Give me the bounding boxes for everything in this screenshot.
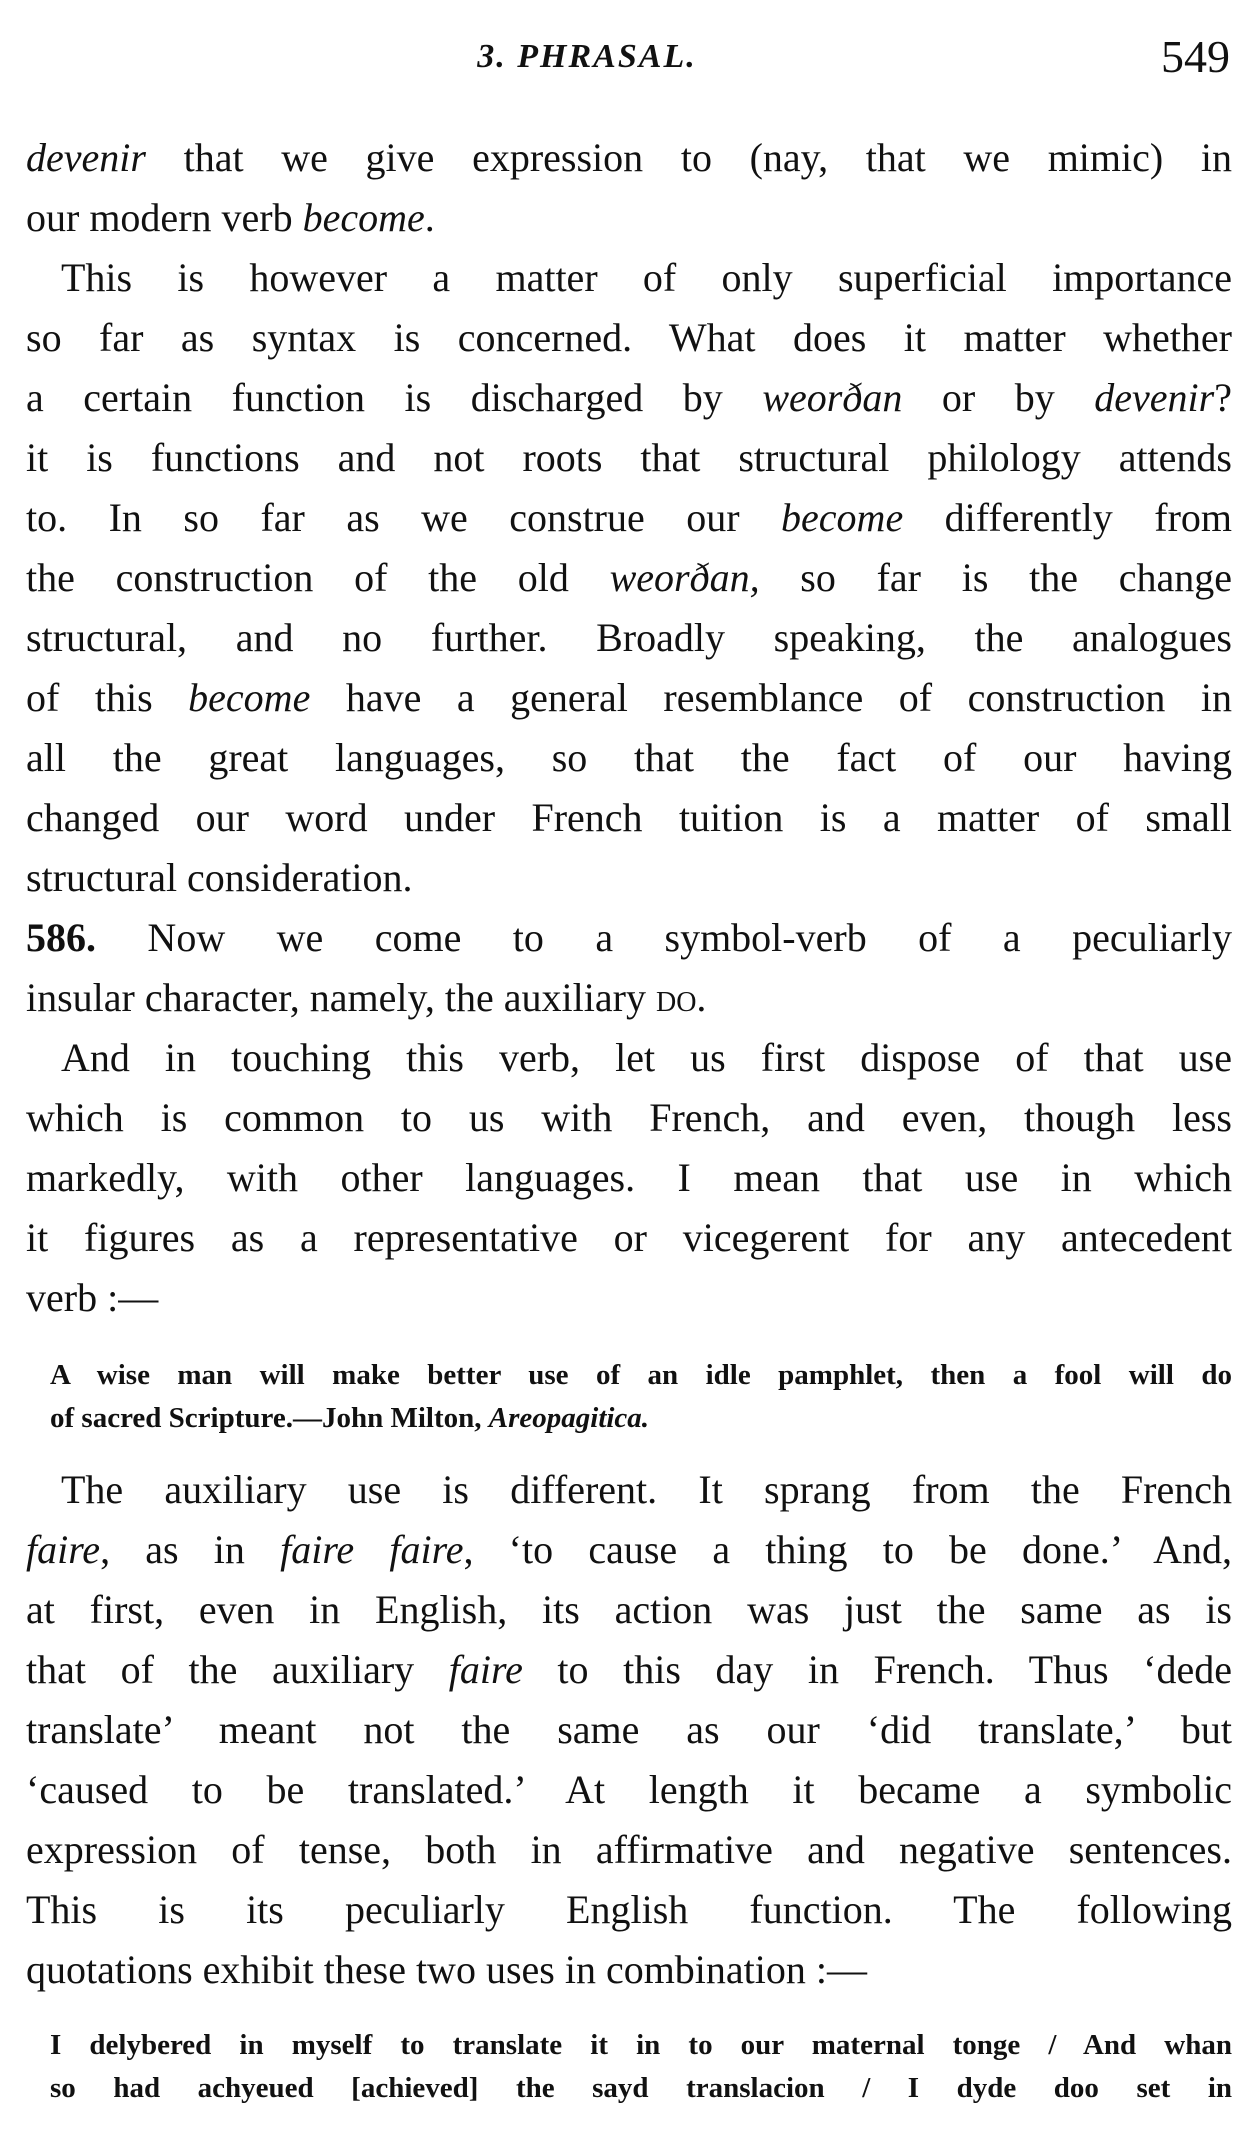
- text-run: a certain function is discharged by: [26, 375, 763, 420]
- text-run: .: [696, 975, 707, 1020]
- text-line: [26, 1093, 1232, 1143]
- text-run: do: [655, 975, 697, 1020]
- page-number: 549: [1161, 31, 1230, 82]
- text-run: ‘caused to be translated.’ At length it became a symbolic: [26, 1767, 1232, 1812]
- quotation-line: [50, 2025, 1232, 2065]
- text-line: [26, 793, 1232, 843]
- text-line: [26, 193, 1232, 243]
- text-run: all the great languages, so that the fact of our having: [26, 735, 1232, 780]
- text-run: our modern verb: [26, 195, 303, 240]
- text-run: quotations exhibit these two uses in combination :—: [26, 1947, 868, 1992]
- text-line: [26, 133, 1232, 183]
- text-line: [26, 853, 1232, 903]
- text-run: have a general resemblance of construction in: [310, 675, 1232, 720]
- text-run: changed our word under French tuition is a matter of small: [26, 795, 1232, 840]
- text-line: [26, 1705, 1232, 1755]
- text-run: insular character, namely, the auxiliary: [26, 975, 656, 1020]
- text-run: markedly, with other languages. I mean that use in which: [26, 1155, 1232, 1200]
- text-run: to. In so far as we construe our: [26, 495, 782, 540]
- italic-text: devenir: [26, 135, 146, 180]
- text-run: differently from: [903, 495, 1233, 540]
- text-run: I delybered in myself to translate it in to our maternal tonge / And whan: [50, 2029, 1232, 2061]
- quotation-line: [50, 1355, 1232, 1395]
- text-line: [61, 1465, 1232, 1515]
- text-run: The auxiliary use is different. It sprang from the French: [61, 1467, 1232, 1512]
- text-line: [26, 433, 1232, 483]
- text-run: ?: [1214, 375, 1232, 420]
- text-line: [26, 913, 1232, 963]
- italic-text: faire: [26, 1527, 101, 1572]
- text-run: .: [424, 195, 435, 240]
- text-run: verb :—: [26, 1275, 159, 1320]
- text-run: And in touching this verb, let us first dispose of that use: [61, 1035, 1232, 1080]
- text-run: This is its peculiarly English function. The following: [26, 1887, 1232, 1932]
- text-line: [26, 1153, 1232, 1203]
- text-run: it figures as a representative or vicegerent for any antecedent: [26, 1215, 1232, 1260]
- italic-text: faire faire: [280, 1527, 464, 1572]
- text-line: [26, 1585, 1232, 1635]
- text-run: or by: [902, 375, 1095, 420]
- italic-text: weorðan: [762, 375, 903, 420]
- italic-text: become: [781, 495, 904, 540]
- text-run: it is functions and not roots that structural philology attends: [26, 435, 1232, 480]
- italic-text: Areopagitica.: [488, 1402, 650, 1434]
- text-line: [26, 313, 1232, 363]
- text-line: [26, 973, 1232, 1023]
- text-run: translate’ meant not the same as our ‘did translate,’ but: [26, 1707, 1232, 1752]
- text-line: [26, 493, 1232, 543]
- text-line: [26, 673, 1232, 723]
- text-line: [26, 1765, 1232, 1815]
- italic-text: weorðan,: [609, 555, 760, 600]
- text-line: [26, 1885, 1232, 1935]
- text-line: [26, 1213, 1232, 1263]
- quotation-line: [50, 1398, 1232, 1438]
- text-run: , as in: [100, 1527, 281, 1572]
- text-run: of this: [26, 675, 189, 720]
- running-header: 3. PHRASAL.: [477, 38, 697, 75]
- italic-text: devenir: [1094, 375, 1215, 420]
- text-line: [61, 1033, 1232, 1083]
- text-line: [61, 253, 1232, 303]
- text-run: so far as syntax is concerned. What does it matter whether: [26, 315, 1232, 360]
- text-line: [26, 1945, 1232, 1995]
- text-line: [26, 1825, 1232, 1875]
- italic-text: faire: [448, 1647, 523, 1692]
- text-run: structural consideration.: [26, 855, 413, 900]
- text-run: to this day in French. Thus ‘dede: [522, 1647, 1233, 1692]
- text-line: [26, 373, 1232, 423]
- section-number: 586.: [26, 915, 96, 960]
- text-line: [26, 1273, 1232, 1323]
- text-line: [26, 733, 1232, 783]
- quotation-line: [50, 2068, 1232, 2108]
- text-run: so far is the change: [759, 555, 1232, 600]
- text-run: structural, and no further. Broadly speaking, the analogues: [26, 615, 1232, 660]
- text-run: the construction of the old: [26, 555, 610, 600]
- text-run: of sacred Scripture.—John Milton,: [50, 1402, 489, 1434]
- text-run: which is common to us with French, and even, though less: [26, 1095, 1232, 1140]
- text-run: Now we come to a symbol-verb of a peculiarly: [96, 915, 1232, 960]
- text-run: so had achyeued [achieved] the sayd translacion / I dyde doo set in: [50, 2072, 1232, 2104]
- text-run: , ‘to cause a thing to be done.’ And,: [463, 1527, 1233, 1572]
- text-run: expression of tense, both in affirmative and negative sentences.: [26, 1827, 1232, 1872]
- italic-text: become: [302, 195, 425, 240]
- text-run: A wise man will make better use of an idle pamphlet, then a fool will do: [50, 1359, 1232, 1391]
- italic-text: become: [188, 675, 311, 720]
- text-line: [26, 1645, 1232, 1695]
- text-line: [26, 613, 1232, 663]
- text-run: at first, even in English, its action was just the same as is: [26, 1587, 1232, 1632]
- text-run: that we give expression to (nay, that we mimic) in: [145, 135, 1232, 180]
- text-line: [26, 1525, 1232, 1575]
- text-line: [26, 553, 1232, 603]
- text-run: This is however a matter of only superficial importance: [61, 255, 1232, 300]
- text-run: that of the auxiliary: [26, 1647, 449, 1692]
